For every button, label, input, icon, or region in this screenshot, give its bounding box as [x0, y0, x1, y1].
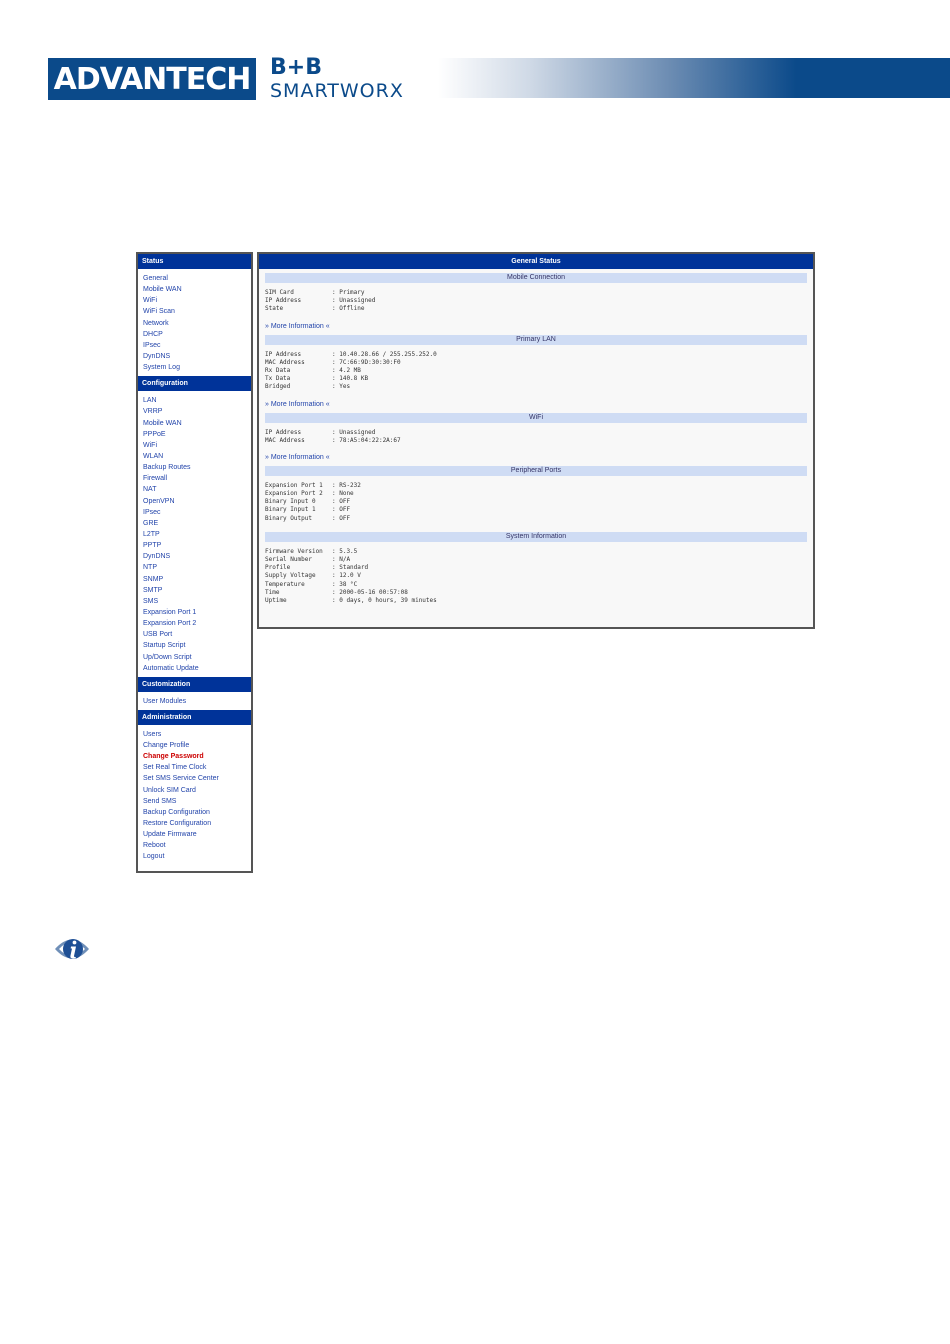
kv-label: Supply Voltage	[265, 572, 316, 580]
kv-label: Binary Input 1	[265, 506, 316, 514]
menu-item-l2tp[interactable]: L2TP	[143, 530, 160, 538]
menu-item-reboot[interactable]: Reboot	[143, 842, 166, 850]
menu-item-set-real-time-clock[interactable]: Set Real Time Clock	[143, 764, 207, 772]
menu-item-backup-routes[interactable]: Backup Routes	[143, 464, 191, 472]
kv-label: IP Address	[265, 428, 302, 436]
status-section-system-information	[259, 532, 813, 610]
menu-section-customization: Customization	[138, 677, 251, 692]
kv-label: Rx Data	[265, 366, 291, 374]
menu-item-logout[interactable]: Logout	[143, 853, 165, 861]
status-section-mobile-connection	[259, 273, 813, 331]
kv-value: : Unassigned	[332, 428, 376, 436]
kv-row	[265, 305, 807, 313]
menu-item-sms[interactable]: SMS	[143, 597, 159, 605]
more-information-link[interactable]: » More Information «	[265, 453, 330, 461]
kv-label: Profile	[265, 564, 291, 572]
kv-label: Bridged	[265, 383, 291, 391]
kv-value: : OFF	[332, 506, 351, 514]
kv-row	[265, 589, 807, 597]
kv-label: Uptime	[265, 596, 287, 604]
menu-item-users[interactable]: Users	[143, 730, 162, 738]
menu-item-pptp[interactable]: PPTP	[143, 542, 162, 550]
key-value-list	[265, 548, 807, 605]
menu-section-configuration: Configuration	[138, 376, 251, 391]
menu-item-firewall[interactable]: Firewall	[143, 475, 168, 483]
menu-section-administration: Administration	[138, 710, 251, 725]
section-title: WiFi	[265, 413, 807, 423]
kv-label: Serial Number	[265, 556, 312, 563]
menu-item-startup-script[interactable]: Startup Script	[143, 642, 186, 650]
menu-item-unlock-sim-card[interactable]: Unlock SIM Card	[143, 786, 196, 794]
menu-item-dyndns[interactable]: DynDNS	[143, 352, 171, 360]
kv-row	[265, 429, 807, 437]
menu-item-usb-port[interactable]: USB Port	[143, 631, 173, 639]
kv-row	[265, 498, 807, 506]
kv-value: : 2000-05-16 00:57:08	[332, 588, 408, 596]
kv-value: : Yes	[332, 383, 351, 391]
kv-row	[265, 289, 807, 297]
kv-label: Binary Output	[265, 514, 312, 522]
menu-item-expansion-port-2[interactable]: Expansion Port 2	[143, 620, 197, 628]
key-value-list	[265, 289, 807, 314]
more-information-link[interactable]: » More Information «	[265, 400, 330, 408]
logo-text: ADVANTECH	[53, 61, 251, 97]
menu-item-restore-configuration[interactable]: Restore Configuration	[143, 820, 212, 828]
menu-item-backup-configuration[interactable]: Backup Configuration	[143, 808, 210, 816]
menu-item-change-profile[interactable]: Change Profile	[143, 742, 190, 750]
kv-label: MAC Address	[265, 358, 305, 366]
kv-row	[265, 375, 807, 383]
header-banner	[48, 55, 950, 102]
section-title: Peripheral Ports	[265, 466, 807, 476]
key-value-list	[265, 429, 807, 445]
menu-item-mobile-wan[interactable]: Mobile WAN	[143, 419, 182, 427]
kv-row	[265, 564, 807, 572]
menu-item-wifi-scan[interactable]: WiFi Scan	[143, 308, 175, 316]
menu-item-wifi[interactable]: WiFi	[143, 441, 157, 449]
menu-item-vrrp[interactable]: VRRP	[143, 408, 163, 416]
kv-value: : 4.2 MB	[332, 366, 361, 374]
kv-value: : 10.40.28.66 / 255.255.252.0	[332, 350, 437, 358]
menu-item-send-sms[interactable]: Send SMS	[143, 797, 177, 805]
kv-label: IP Address	[265, 350, 302, 358]
panel-title: General Status	[259, 254, 813, 269]
smartworx-logo-text: SMARTWORX	[270, 80, 404, 102]
kv-value: : Offline	[332, 305, 365, 313]
menu-item-wlan[interactable]: WLAN	[143, 452, 164, 460]
section-title: Primary LAN	[265, 335, 807, 345]
banner-gradient	[438, 58, 950, 98]
kv-value: : RS-232	[332, 481, 361, 489]
kv-value: : 38 °C	[332, 580, 358, 588]
kv-row	[265, 515, 807, 523]
kv-value: : 78:A5:04:22:2A:67	[332, 436, 401, 444]
menu-item-snmp[interactable]: SNMP	[143, 575, 164, 583]
more-information-link[interactable]: » More Information «	[265, 322, 330, 330]
key-value-list	[265, 482, 807, 523]
section-spacer	[265, 523, 807, 528]
kv-value: : N/A	[332, 556, 351, 563]
menu-item-smtp[interactable]: SMTP	[143, 586, 163, 594]
menu-item-general[interactable]: General	[143, 275, 168, 282]
kv-value: : OFF	[332, 514, 351, 522]
menu-list-customization	[138, 692, 251, 710]
kv-row	[265, 482, 807, 490]
kv-label: Firmware Version	[265, 547, 323, 555]
status-section-primary-lan	[259, 335, 813, 409]
menu-section-status: Status	[138, 254, 251, 269]
kv-value: : 0 days, 0 hours, 39 minutes	[332, 596, 437, 604]
menu-list-status	[138, 269, 251, 376]
menu-item-up-down-script[interactable]: Up/Down Script	[143, 653, 192, 661]
kv-label: SIM Card	[265, 289, 294, 296]
menu-item-dyndns[interactable]: DynDNS	[143, 553, 171, 561]
kv-value: : 5.3.5	[332, 547, 358, 555]
kv-value: : 140.8 KB	[332, 375, 369, 383]
kv-row	[265, 490, 807, 498]
kv-row	[265, 597, 807, 605]
status-sections	[259, 273, 813, 610]
menu-item-ipsec[interactable]: IPsec	[143, 341, 161, 349]
kv-row	[265, 367, 807, 375]
status-section-wifi	[259, 413, 813, 462]
menu-item-network[interactable]: Network	[143, 319, 169, 327]
kv-label: Time	[265, 588, 280, 596]
kv-label: Temperature	[265, 580, 305, 588]
kv-row	[265, 572, 807, 580]
kv-row	[265, 506, 807, 514]
kv-label: Binary Input 0	[265, 498, 316, 506]
kv-row	[265, 581, 807, 589]
kv-label: IP Address	[265, 297, 302, 305]
kv-row	[265, 359, 807, 367]
menu-item-set-sms-service-center[interactable]: Set SMS Service Center	[143, 775, 219, 783]
menu-item-system-log[interactable]: System Log	[143, 364, 180, 372]
general-status-panel	[257, 252, 815, 629]
kv-row	[265, 437, 807, 445]
section-spacer	[265, 605, 807, 610]
kv-value: : OFF	[332, 498, 351, 506]
menu-list-administration	[138, 725, 251, 866]
info-eye-icon	[54, 932, 90, 966]
kv-label: Expansion Port 1	[265, 481, 323, 489]
menu-item-gre[interactable]: GRE	[143, 519, 159, 527]
menu-item-lan[interactable]: LAN	[143, 397, 157, 405]
side-menu	[136, 252, 253, 873]
menu-item-expansion-port-1[interactable]: Expansion Port 1	[143, 608, 197, 616]
section-title: System Information	[265, 532, 807, 542]
kv-value: : 7C:66:9D:30:30:F0	[332, 358, 401, 366]
advantech-logo	[48, 58, 256, 100]
menu-item-update-firmware[interactable]: Update Firmware	[143, 831, 197, 839]
kv-label: MAC Address	[265, 436, 305, 444]
kv-row	[265, 548, 807, 556]
status-section-peripheral-ports	[259, 466, 813, 528]
menu-item-wifi[interactable]: WiFi	[143, 297, 157, 305]
menu-list-configuration	[138, 391, 251, 677]
kv-value: : None	[332, 490, 354, 498]
bb-logo-text: B+B	[270, 55, 322, 80]
kv-value: : 12.0 V	[332, 572, 361, 580]
menu-item-nat[interactable]: NAT	[143, 486, 157, 494]
kv-value: : Primary	[332, 289, 365, 296]
kv-value: : Standard	[332, 564, 369, 572]
kv-label: Tx Data	[265, 375, 291, 383]
menu-item-ipsec[interactable]: IPsec	[143, 508, 161, 516]
kv-label: State	[265, 305, 284, 313]
menu-item-pppoe[interactable]: PPPoE	[143, 430, 166, 438]
menu-item-automatic-update[interactable]: Automatic Update	[143, 664, 199, 672]
menu-item-openvpn[interactable]: OpenVPN	[143, 497, 175, 505]
kv-value: : Unassigned	[332, 297, 376, 305]
menu-item-dhcp[interactable]: DHCP	[143, 330, 163, 338]
menu-item-user-modules[interactable]: User Modules	[143, 697, 187, 705]
menu-item-ntp[interactable]: NTP	[143, 564, 157, 572]
section-title: Mobile Connection	[265, 273, 807, 283]
menu-item-change-password[interactable]: Change Password	[143, 753, 204, 761]
kv-row	[265, 383, 807, 391]
kv-row	[265, 297, 807, 305]
kv-label: Expansion Port 2	[265, 490, 323, 498]
menu-item-mobile-wan[interactable]: Mobile WAN	[143, 286, 182, 294]
kv-row	[265, 351, 807, 359]
key-value-list	[265, 351, 807, 392]
kv-row	[265, 556, 807, 564]
